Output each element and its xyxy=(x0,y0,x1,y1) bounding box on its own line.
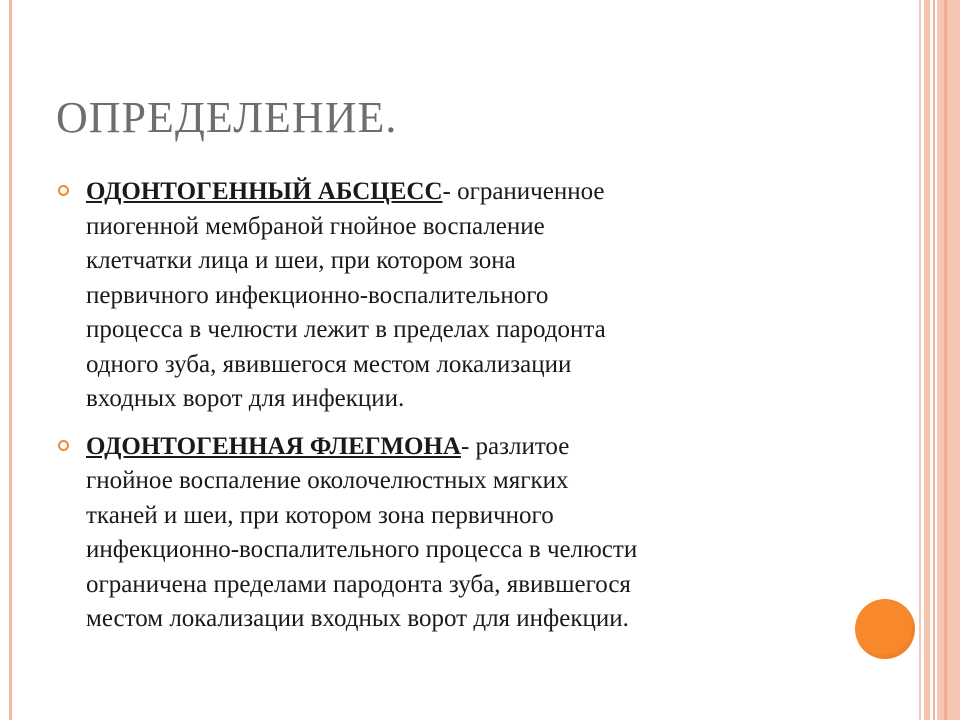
definition-line: тканей и шеи, при котором зона первичного xyxy=(86,501,554,529)
slide-content xyxy=(86,175,846,650)
definition-item-abscess xyxy=(86,175,846,417)
ring-bullet-icon xyxy=(58,440,69,451)
definition-first-line xyxy=(86,430,846,465)
right-stripe-decoration xyxy=(924,0,930,720)
definition-line: пиогенной мембраной гнойное воспаление xyxy=(86,212,545,240)
definition-term: ОДОНТОГЕННАЯ ФЛЕГМОНА xyxy=(86,432,461,460)
definition-line: первичного инфекционно-воспалительного xyxy=(86,281,549,309)
slide-title: ОПРЕДЕЛЕНИЕ. xyxy=(56,93,398,142)
definition-item-phlegmon xyxy=(86,430,846,637)
definition-line: местом локализации входных ворот для инфекции. xyxy=(86,605,629,632)
ring-bullet-icon xyxy=(58,185,69,196)
orange-circle-decoration xyxy=(855,599,915,659)
right-stripe-decoration xyxy=(919,0,921,720)
definition-line: процесса в челюсти лежит в пределах пародонта xyxy=(86,316,606,343)
definition-text: - разлитое xyxy=(460,432,570,460)
left-border-decoration xyxy=(9,0,12,720)
right-stripe-decoration xyxy=(933,0,935,720)
right-stripe-decoration xyxy=(937,0,960,720)
right-stripe-decoration xyxy=(944,0,947,720)
definition-line: ограничена пределами пародонта зуба, явившегося xyxy=(86,570,631,598)
definition-line: гнойное воспаление околочелюстных мягких xyxy=(86,467,569,494)
definition-line: инфекционно-воспалительного процесса в челюсти xyxy=(86,536,638,563)
definition-line: одного зуба, явившегося местом локализации xyxy=(86,350,572,378)
definition-text: - ограниченное xyxy=(442,178,605,205)
definition-line: входных ворот для инфекции. xyxy=(86,385,405,412)
definition-line: клетчатки лица и шеи, при котором зона xyxy=(86,247,516,274)
definition-first-line xyxy=(86,175,846,210)
definition-term: ОДОНТОГЕННЫЙ АБСЦЕСС xyxy=(86,178,443,205)
